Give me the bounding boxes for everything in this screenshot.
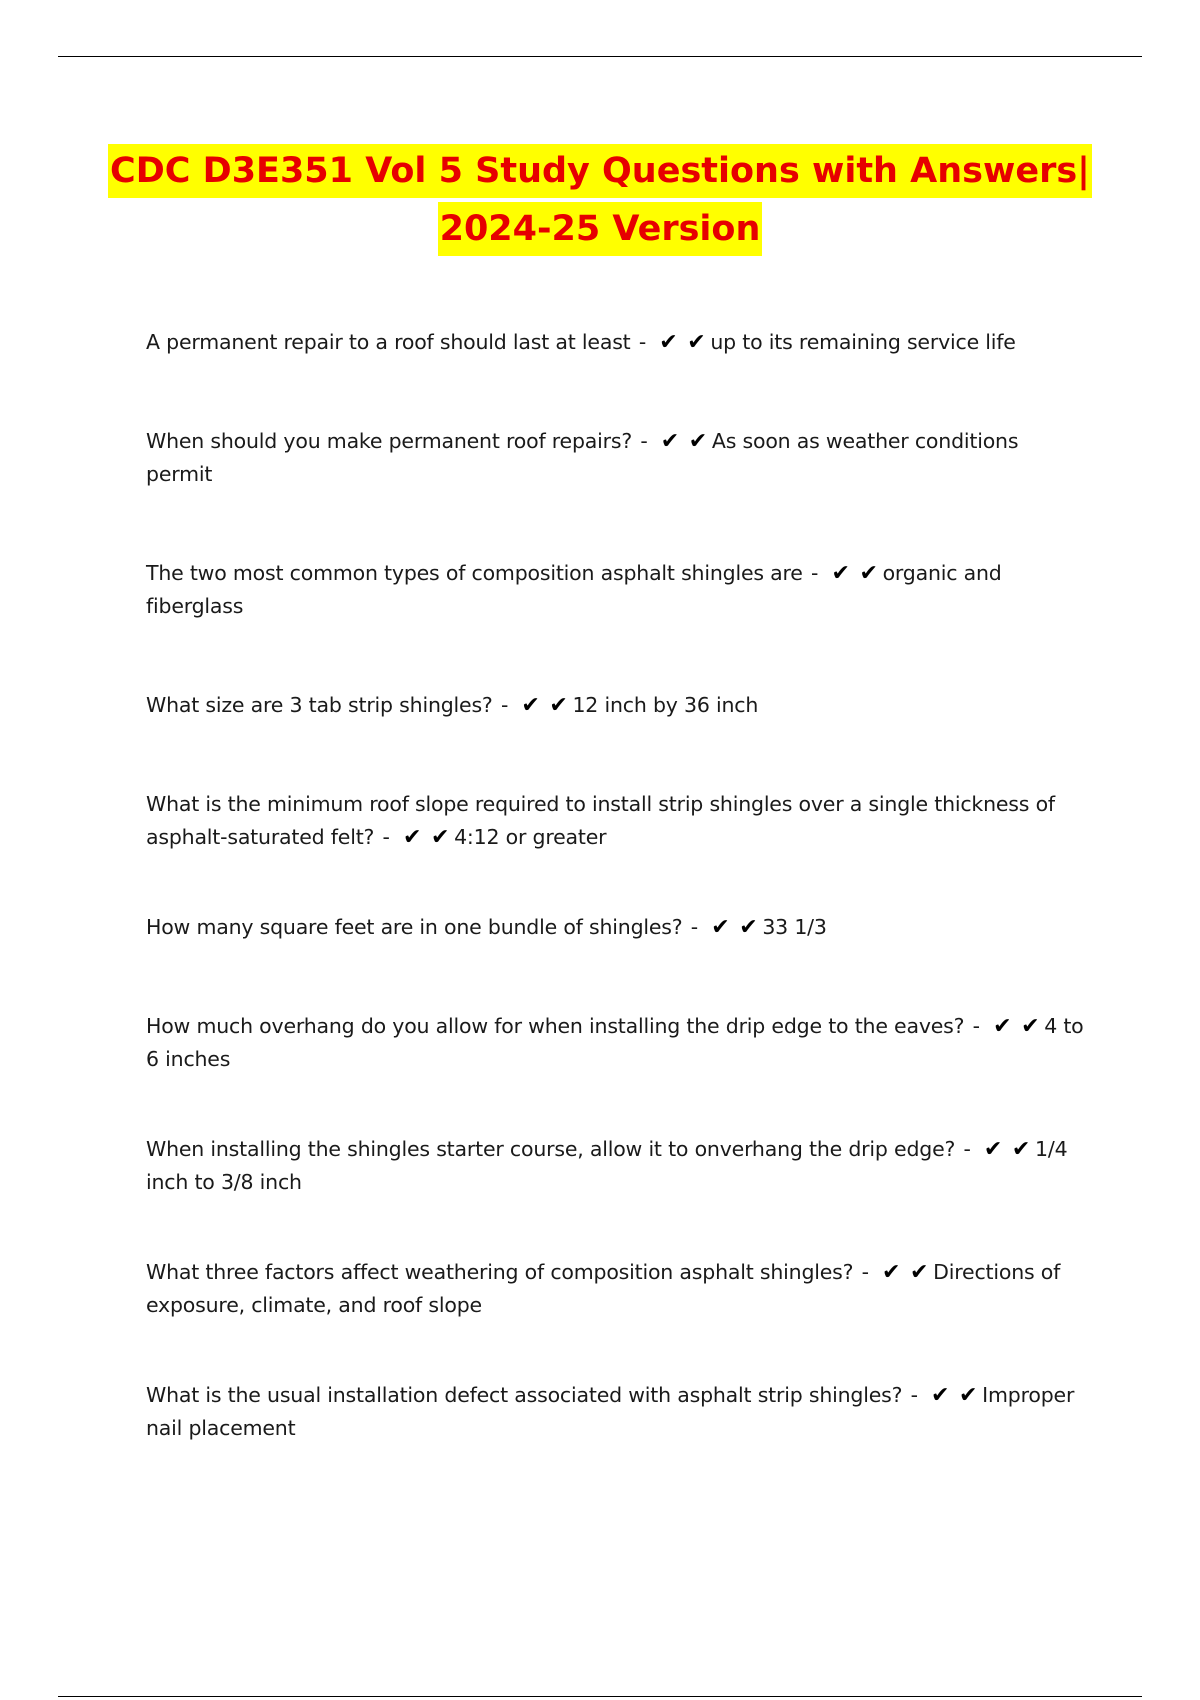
check-mark-icon: ✔ [521,693,540,718]
check-mark-icon: ✔ [959,1383,978,1408]
separator: - [904,1383,925,1407]
qa-item [146,425,1086,491]
question-text: When should you make permanent roof repairs? [146,429,633,453]
separator: - [494,693,515,717]
qa-item [146,557,1086,623]
separator: - [684,915,705,939]
separator: - [632,330,653,354]
question-text: A permanent repair to a roof should last at least [146,330,631,354]
separator: - [855,1260,876,1284]
document-title [100,144,1100,256]
question-text: What three factors affect weathering of composition asphalt shingles? [146,1260,854,1284]
answer-text: 4 to 6 inches [146,1014,1084,1071]
qa-item [146,1133,1086,1199]
answer-text: 12 inch by 36 inch [572,693,759,717]
answer-text: Improper nail placement [146,1383,1075,1440]
check-mark-icon: ✔ [711,915,730,940]
qa-item [146,326,1086,359]
check-mark-icon: ✔ [831,561,850,586]
check-mark-icon: ✔ [402,825,422,850]
question-text: What is the minimum roof slope required to install strip shingles over a single thickness of asphalt-saturated felt? [146,792,1055,849]
check-mark-icon: ✔ [859,561,878,586]
check-mark-icon: ✔ [1021,1014,1040,1039]
answer-text: As soon as weather conditions permit [146,429,1019,486]
check-mark-icon: ✔ [660,429,679,454]
check-mark-icon: ✔ [687,330,706,355]
question-text: How much overhang do you allow for when installing the drip edge to the eaves? [146,1014,965,1038]
check-mark-icon: ✔ [659,330,678,355]
qa-item [146,911,1086,944]
answer-text: Directions of exposure, climate, and roof slope [146,1260,1061,1317]
answer-text: organic and fiberglass [146,561,1002,618]
check-mark-icon: ✔ [1011,1137,1031,1162]
check-mark-icon: ✔ [983,1137,1003,1162]
question-text: What is the usual installation defect associated with asphalt strip shingles? [146,1383,903,1407]
check-mark-icon: ✔ [739,915,758,940]
qa-item [146,689,1086,722]
separator: - [957,1137,978,1161]
question-text: How many square feet are in one bundle of shingles? [146,915,683,939]
answer-text: 33 1/3 [762,915,827,939]
question-text: When installing the shingles starter course, allow it to onverhang the drip edge? [146,1137,956,1161]
separator: - [634,429,654,453]
separator: - [804,561,825,585]
qa-item [146,1256,1086,1322]
check-mark-icon: ✔ [931,1383,950,1408]
answer-text: 4:12 or greater [454,825,607,849]
title-line-2: 2024-25 Version [438,202,763,256]
check-mark-icon: ✔ [549,693,568,718]
qa-item [146,1010,1086,1076]
top-rule [58,56,1142,57]
qa-item [146,1379,1086,1445]
qa-item [146,788,1086,854]
bottom-rule [58,1696,1142,1697]
qa-list [146,326,1086,1502]
answer-text: 1/4 inch to 3/8 inch [146,1137,1068,1194]
question-text: The two most common types of composition asphalt shingles are [146,561,803,585]
check-mark-icon: ✔ [430,825,450,850]
check-mark-icon: ✔ [993,1014,1012,1039]
check-mark-icon: ✔ [688,429,707,454]
check-mark-icon: ✔ [910,1260,929,1285]
answer-text: up to its remaining service life [710,330,1016,354]
separator: - [966,1014,987,1038]
check-mark-icon: ✔ [882,1260,901,1285]
separator: - [376,825,397,849]
question-text: What size are 3 tab strip shingles? [146,693,493,717]
title-line-1: CDC D3E351 Vol 5 Study Questions with Answers| [108,144,1092,198]
